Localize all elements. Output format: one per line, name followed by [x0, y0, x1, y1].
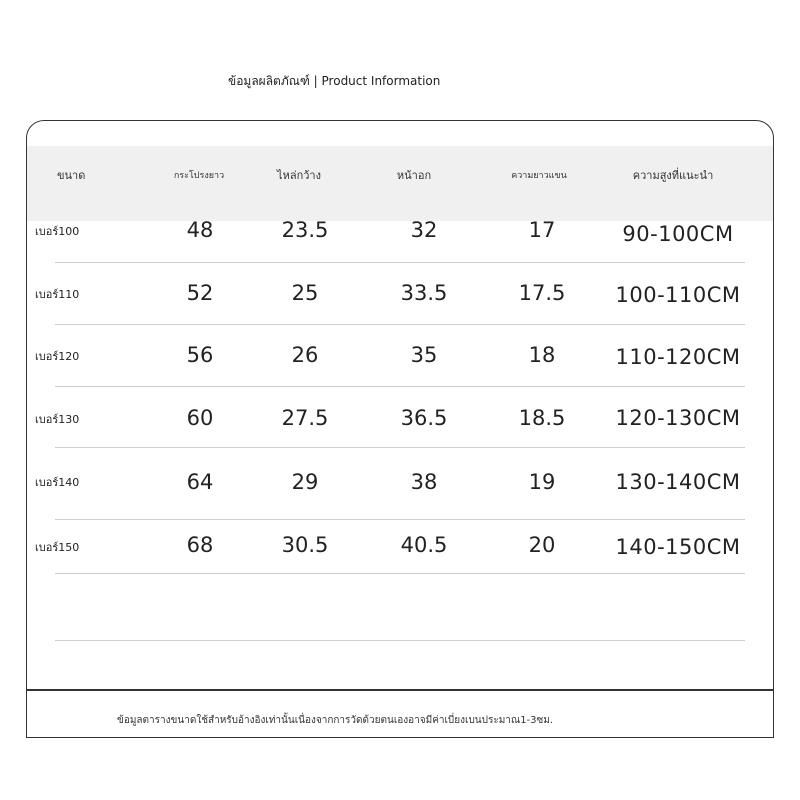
row-divider: [55, 447, 745, 448]
cell-value: 33.5: [400, 281, 448, 305]
header-size: ขนาด: [57, 169, 86, 182]
row-divider: [55, 573, 745, 574]
cell-value: 35: [410, 343, 438, 367]
cell-value: 23.5: [281, 218, 329, 242]
size-chart-card: [26, 120, 774, 738]
cell-value: 36.5: [400, 406, 448, 430]
row-divider: [55, 386, 745, 387]
row-size-label: เบอร์130: [35, 413, 80, 426]
cell-height: 130-140CM: [615, 470, 741, 494]
row-size-label: เบอร์100: [35, 225, 80, 238]
cell-height: 100-110CM: [615, 283, 741, 307]
header-skirt-length: กระโปรงยาว: [173, 171, 225, 181]
row-size-label: เบอร์110: [35, 288, 80, 301]
row-size-label: เบอร์140: [35, 476, 80, 489]
page-title: ข้อมูลผลิตภัณฑ์ | Product Information: [228, 74, 441, 88]
cell-height: 110-120CM: [615, 345, 741, 369]
cell-value: 40.5: [400, 533, 448, 557]
row-divider: [55, 519, 745, 520]
cell-value: 26: [291, 343, 319, 367]
cell-value: 17.5: [518, 281, 566, 305]
footer-divider: [27, 689, 773, 691]
cell-value: 18.5: [518, 406, 566, 430]
row-divider: [55, 262, 745, 263]
row-divider: [55, 640, 745, 641]
cell-value: 38: [410, 470, 438, 494]
row-size-label: เบอร์120: [35, 350, 80, 363]
cell-value: 52: [186, 281, 214, 305]
cell-value: 68: [186, 533, 214, 557]
cell-value: 27.5: [281, 406, 329, 430]
cell-value: 19: [528, 470, 556, 494]
cell-value: 30.5: [281, 533, 329, 557]
cell-height: 120-130CM: [615, 406, 741, 430]
row-divider: [55, 324, 745, 325]
cell-value: 18: [528, 343, 556, 367]
measurement-note: ข้อมูลตารางขนาดใช้สำหรับอ้างอิงเท่านั้นเนื่องจากการวัดด้วยตนเองอาจมีค่าเบี่ยงเบนประมาณ1-3ซม.: [117, 715, 554, 726]
cell-value: 48: [186, 218, 214, 242]
cell-value: 17: [528, 218, 556, 242]
cell-value: 56: [186, 343, 214, 367]
cell-value: 64: [186, 470, 214, 494]
cell-value: 25: [291, 281, 319, 305]
cell-value: 29: [291, 470, 319, 494]
header-chest: หน้าอก: [396, 169, 432, 182]
header-sleeve-length: ความยาวแขน: [511, 171, 567, 181]
row-size-label: เบอร์150: [35, 541, 80, 554]
cell-height: 90-100CM: [622, 222, 734, 246]
header-recommended-height: ความสูงที่แนะนำ: [632, 169, 714, 182]
cell-value: 20: [528, 533, 556, 557]
header-shoulder-width: ไหล่กว้าง: [277, 169, 321, 182]
cell-value: 32: [410, 218, 438, 242]
cell-value: 60: [186, 406, 214, 430]
cell-height: 140-150CM: [615, 535, 741, 559]
